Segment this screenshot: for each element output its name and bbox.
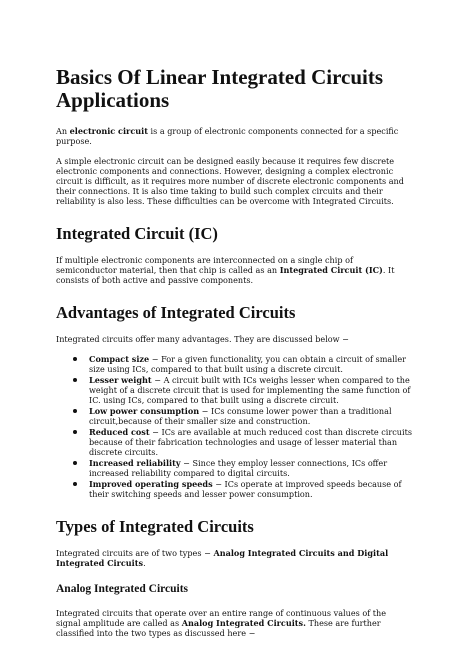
list-item — [89, 458, 412, 478]
advantages-intro: Integrated circuits offer many advantages. They are discussed below − — [56, 334, 349, 344]
advantage-term: Lesser weight — [89, 375, 152, 385]
types-paragraph: Integrated circuits are of two types − Analog Integrated Circuits and Digital Integrated Circuits. — [56, 548, 389, 568]
advantage-term: Improved operating speeds — [89, 479, 213, 489]
list-item — [89, 375, 412, 405]
advantage-text: − ICs consume lower power than a traditional circuit,because of their smaller size and construction. — [89, 406, 392, 426]
list-item — [89, 427, 412, 457]
intro-bold-term: electronic circuit — [69, 126, 148, 136]
ic-bold-term: Integrated Circuit (IC) — [279, 265, 383, 275]
advantage-text: − Since they employ lesser connections, ICs offer increased reliability compared to digital circuits. — [89, 458, 388, 478]
list-item — [89, 479, 412, 499]
list-item — [89, 406, 412, 426]
types-bold-term: Analog Integrated Circuits and Digital Integrated Circuits — [56, 548, 389, 568]
circuit-difficulty-paragraph: A simple electronic circuit can be designed easily because it requires few discrete electronic components and connections. However, designing a complex electronic circuit is difficult, as it requires more number of discrete electronic components and their connections. It is also time taking to build such complex circuits and their reliability is also less. These difficulties can be overcome with Integrated Circuits. — [56, 156, 404, 206]
section-heading-ic: Integrated Circuit (IC) — [56, 224, 218, 243]
list-item — [89, 354, 412, 374]
advantage-term: Low power consumption — [89, 406, 200, 416]
analog-bold-term: Analog Integrated Circuits. — [181, 618, 306, 628]
page-title: Basics Of Linear Integrated Circuits Applications — [56, 65, 384, 112]
advantage-text: − For a given functionality, you can obtain a circuit of smaller size using ICs, compared to that built using a discrete circuit. — [89, 354, 407, 374]
section-heading-advantages: Advantages of Integrated Circuits — [56, 303, 296, 322]
advantage-text: − ICs operate at improved speeds because of their switching speeds and lesser power consumption. — [89, 479, 402, 499]
section-heading-types: Types of Integrated Circuits — [56, 517, 254, 536]
intro-paragraph: An electronic circuit is a group of electronic components connected for a specific purpose. — [56, 126, 399, 146]
advantage-term: Compact size — [89, 354, 150, 364]
advantage-term: Increased reliability — [89, 458, 181, 468]
advantage-text: − A circuit built with ICs weighs lesser when compared to the weight of a discrete circuit that is used for implementing the same function of IC. using ICs, compared to that built using a discrete circuit. — [89, 375, 411, 405]
advantage-term: Reduced cost — [89, 427, 150, 437]
ic-definition-paragraph: If multiple electronic components are interconnected on a single chip of semiconductor material, then that chip is called as an Integrated Circuit (IC). It consists of both active and passive components. — [56, 255, 395, 285]
analog-paragraph: Integrated circuits that operate over an entire range of continuous values of the signal amplitude are called as Analog Integrated Circuits. These are further classified into the two types as discussed here − — [56, 608, 387, 638]
advantages-list — [56, 354, 412, 499]
advantage-text: − ICs are available at much reduced cost than discrete circuits because of their fabrication technologies and usage of lesser material than discrete circuits. — [89, 427, 412, 457]
subsection-heading-analog: Analog Integrated Circuits — [56, 583, 189, 595]
